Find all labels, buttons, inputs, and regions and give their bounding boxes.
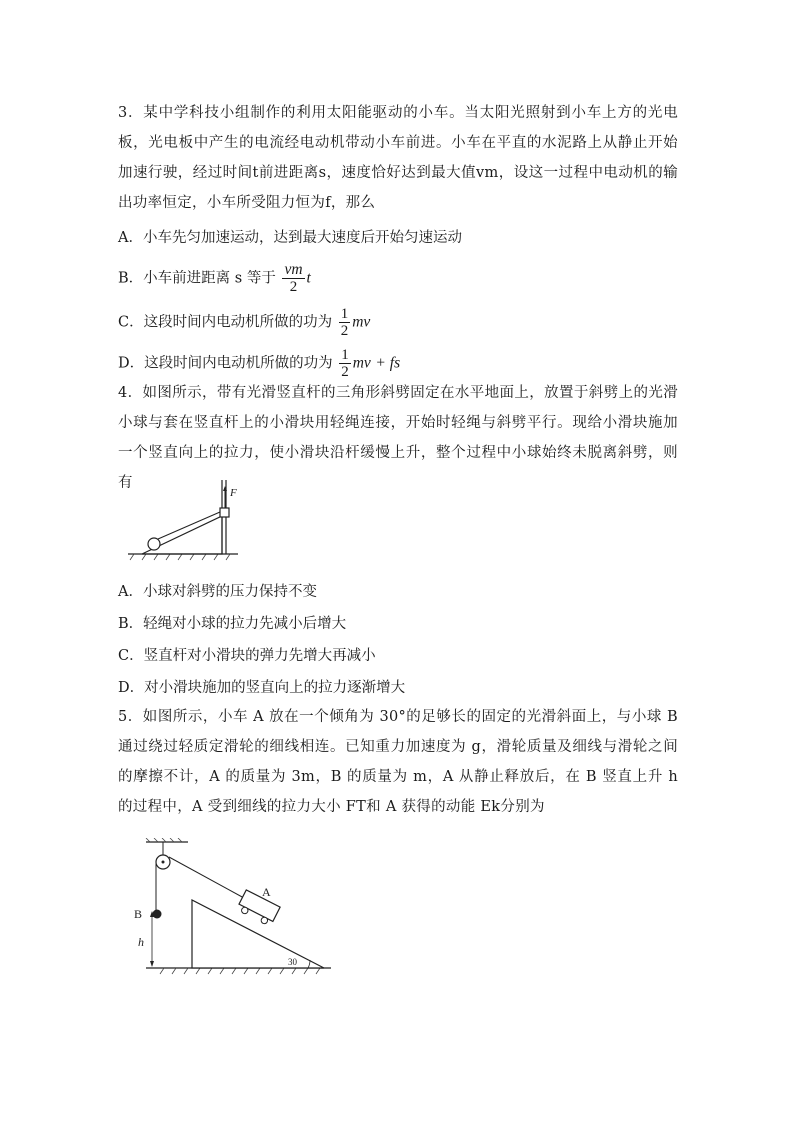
q3-option-b-fraction (282, 262, 304, 295)
fraction-numerator: 1 (341, 347, 349, 363)
q3-option-d (118, 347, 400, 380)
q5-label-a: A (262, 885, 271, 899)
fraction-numerator: 1 (340, 306, 349, 322)
q3-option-d-tail: + fs (375, 354, 401, 372)
q3-option-c-expr: mv (352, 313, 371, 331)
q3-option-c-fraction (339, 306, 351, 339)
q4-slider (220, 508, 229, 517)
q4-option-a: A．小球对斜劈的压力保持不变 (118, 584, 317, 600)
fraction-denominator: 2 (341, 364, 349, 380)
q4-ball (148, 538, 160, 550)
q4-option-b: B．轻绳对小球的拉力先减小后增大 (118, 616, 347, 632)
q5-cart-a (239, 890, 280, 922)
q5-label-h: h (138, 935, 144, 949)
q4-option-c: C．竖直杆对小滑块的弹力先增大再减小 (118, 648, 376, 664)
q3-option-c (118, 306, 370, 339)
q5-ball-b (153, 910, 162, 919)
fraction-denominator: 2 (340, 323, 349, 339)
q5-label-angle: 30 (288, 957, 297, 967)
fraction-numerator: vm (284, 261, 303, 278)
q3-option-b-text: B．小车前进距离 s 等于 (118, 270, 276, 287)
q3-stem: 3．某中学科技小组制作的利用太阳能驱动的小车。当太阳光照射到小车上方的光电板，光电板中产生的电流经电动机带动小车前进。小车在平直的水泥路上从静止开始加速行驶，经过时间t前进距离s，速度恰好达到最大值vm，设这一过程中电动机的输出功率恒定，小车所受阻力恒为f，那么 (118, 105, 678, 211)
q4-wedge-figure (120, 478, 270, 564)
q3-option-b (118, 262, 311, 295)
q4-force-label: F (230, 487, 237, 499)
q3-option-b-tail: t (306, 269, 311, 287)
q5-stem: 5．如图所示，小车 A 放在一个倾角为 30°的足够长的固定的光滑斜面上，与小球 B 通过绕过轻质定滑轮的细线相连。已知重力加速度为 g，滑轮质量及细线与滑轮之间的摩擦不计，A 的质量为 3m，B 的质量为 m，A 从静止释放后，在 B 竖直上升 h 的过程中，A 受到细线的拉力大小 FT和 A 获得的动能 Ek分别为 (118, 709, 678, 815)
q5-incline-figure (126, 838, 336, 978)
q4-option-d: D．对小滑块施加的竖直向上的拉力逐渐增大 (118, 680, 406, 696)
q3-option-a: A．小车先匀加速运动，达到最大速度后开始匀速运动 (118, 230, 462, 246)
q3-option-d-expr: mv (352, 354, 371, 372)
fraction-denominator: 2 (289, 279, 298, 295)
q3-option-c-text: C．这段时间内电动机所做的功为 (118, 314, 333, 331)
q4-stem: 4．如图所示，带有光滑竖直杆的三角形斜劈固定在水平地面上，放置于斜劈上的光滑小球与套在竖直杆上的小滑块用轻绳连接，开始时轻绳与斜劈平行。现给小滑块施加一个竖直向上的拉力，使小滑块沿杆缓慢上升，整个过程中小球始终未脱离斜劈，则有 (118, 385, 678, 491)
q3-option-d-text: D．这段时间内电动机所做的功为 (118, 355, 333, 372)
q5-label-b: B (134, 907, 143, 921)
q3-option-d-fraction (339, 347, 351, 380)
